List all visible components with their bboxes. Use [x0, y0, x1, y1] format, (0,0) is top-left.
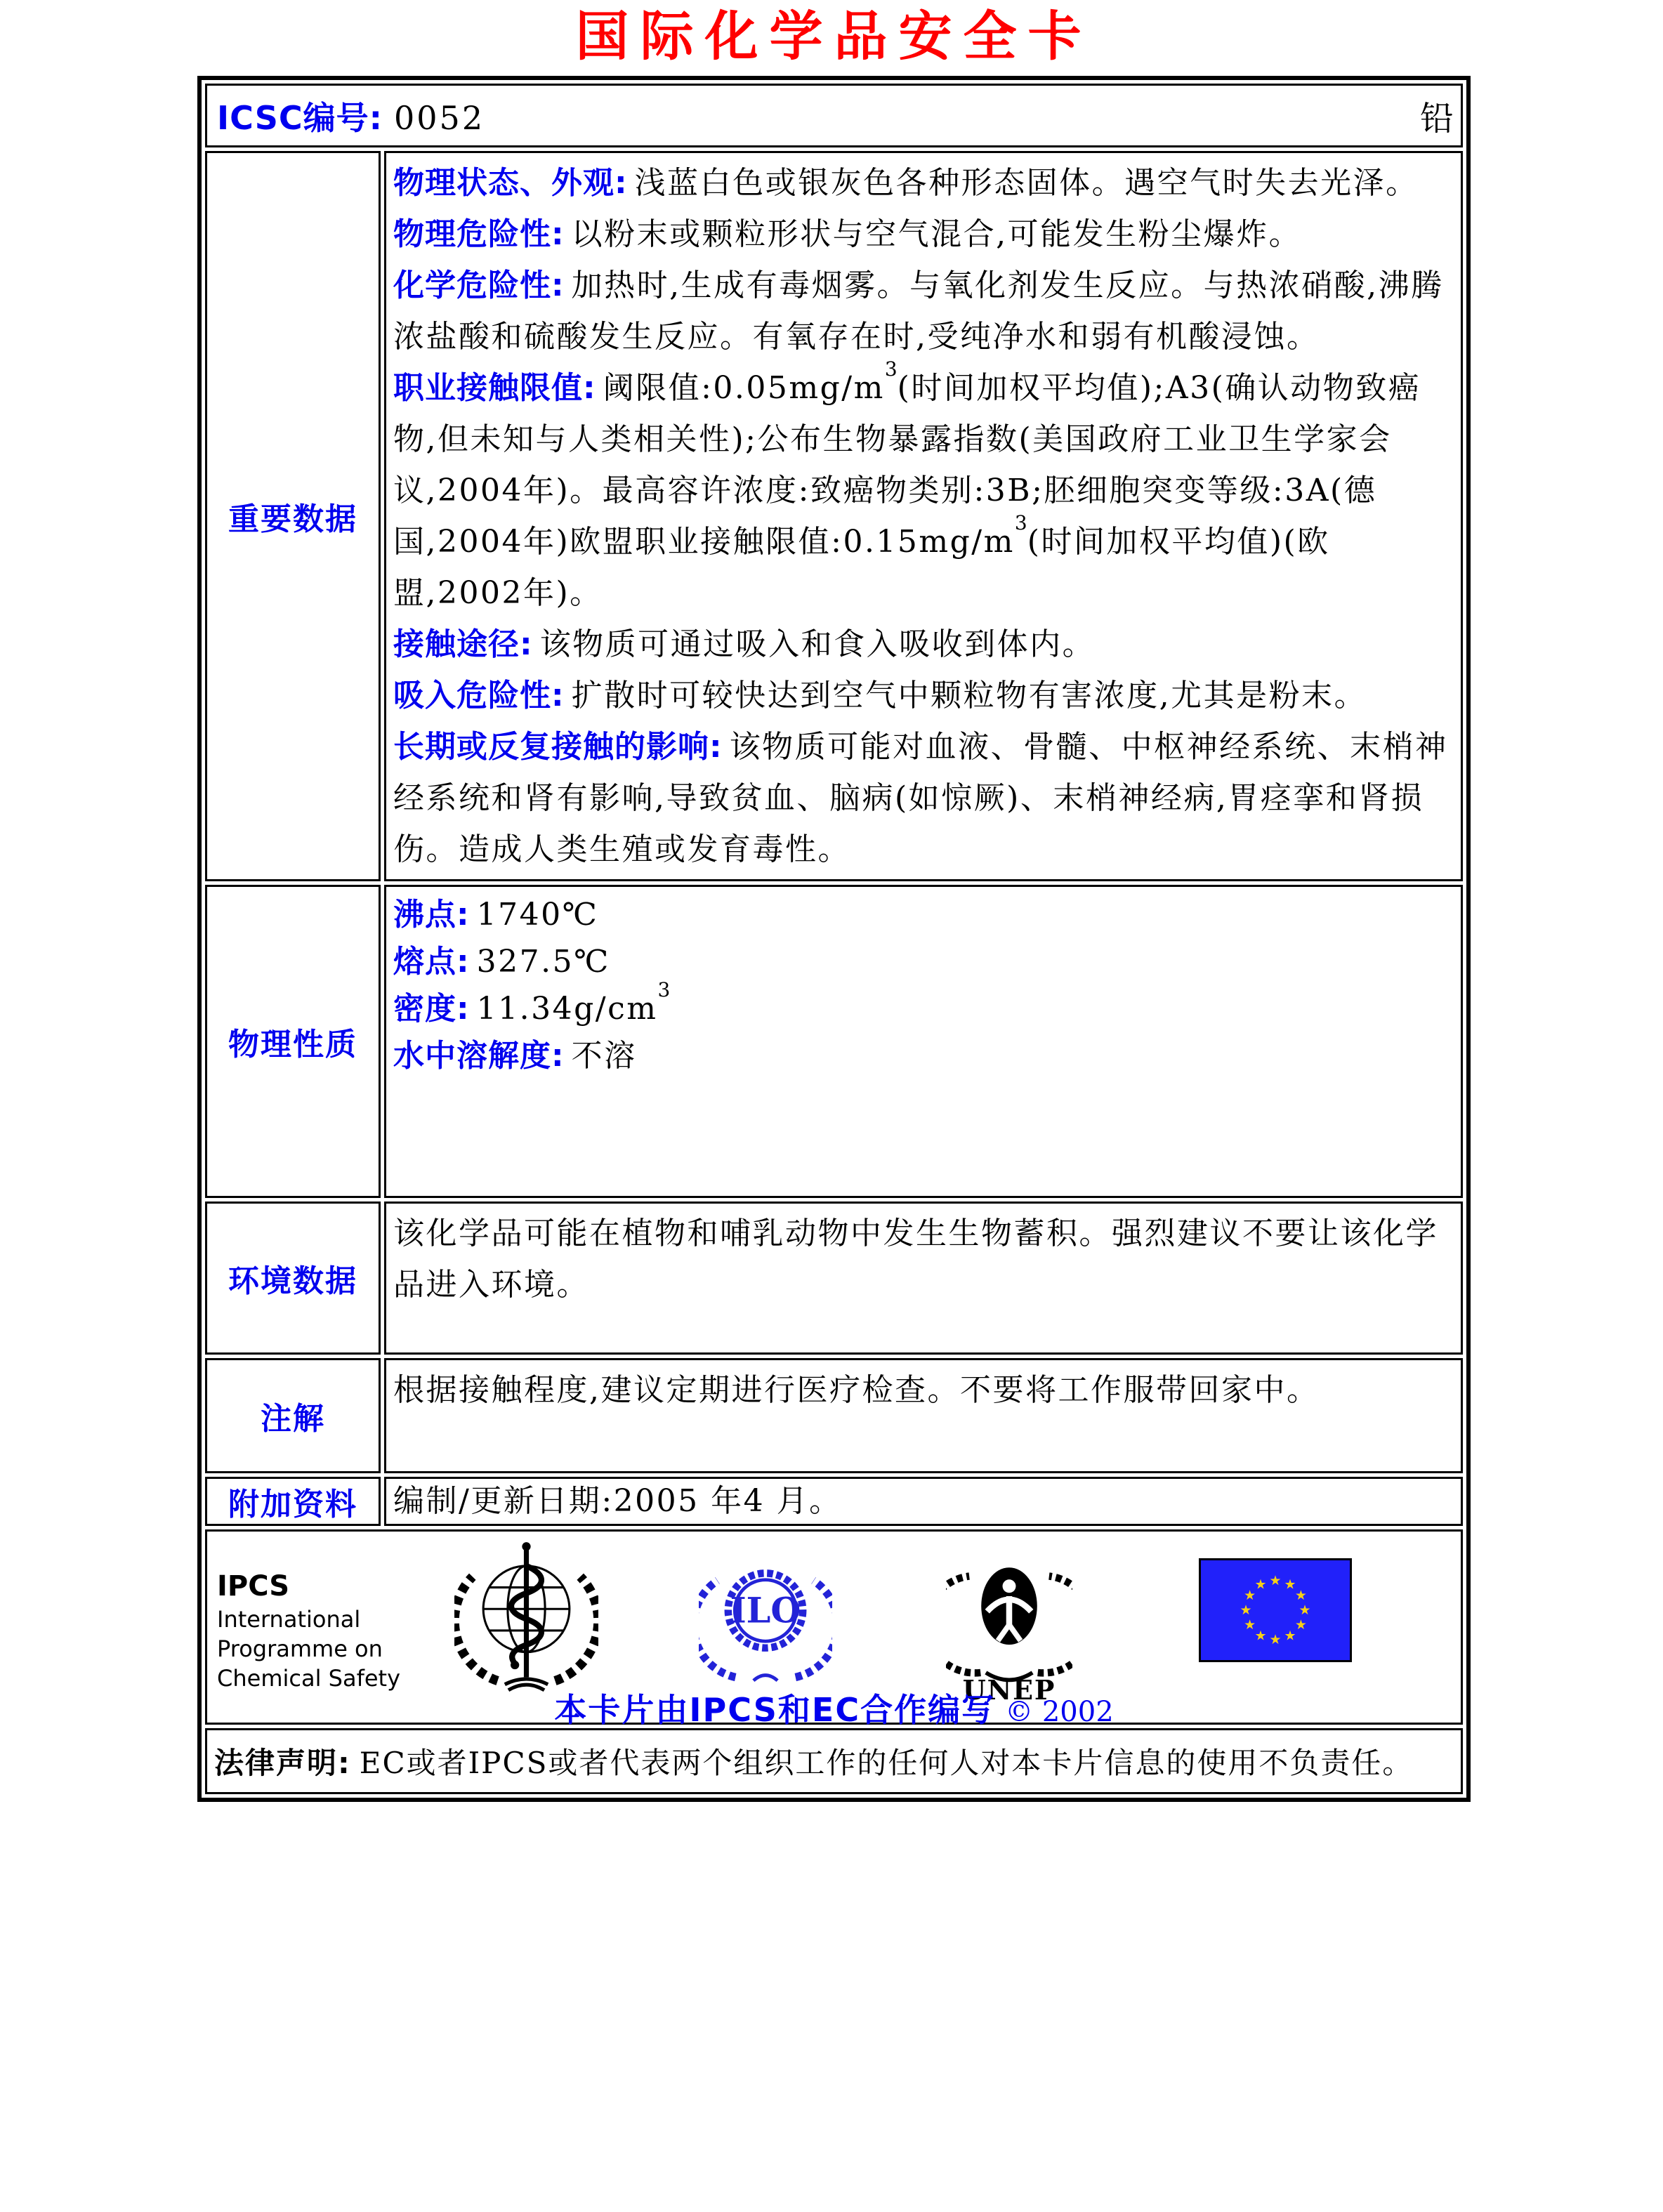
physical-properties-rowlabel-cell	[205, 885, 381, 1198]
logos-row	[205, 1529, 1463, 1725]
environmental-data-text: 该化学品可能在植物和哺乳动物中发生生物蓄积。强烈建议不要让该化学品进入环境。	[393, 1216, 1438, 1303]
icsc-header-row	[205, 84, 1463, 147]
important-data-content-cell	[384, 151, 1463, 881]
svg-text:★: ★	[1254, 1576, 1267, 1593]
logos-cell	[205, 1529, 1463, 1729]
svg-text:★: ★	[1284, 1628, 1296, 1644]
notes-content-cell	[384, 1358, 1463, 1473]
physical-state-label: 物理状态、外观:	[393, 165, 628, 201]
exposure-routes-text: 该物质可通过吸入和食入吸收到体内。	[539, 626, 1096, 662]
svg-text:★: ★	[1244, 1588, 1256, 1603]
legal-label: 法律声明:	[214, 1746, 351, 1780]
important-data-row-label: 重要数据	[228, 501, 357, 537]
environmental-data-content-cell	[384, 1202, 1463, 1355]
density-value: 11.34g/cm	[476, 991, 658, 1027]
long-term-effects-text: 该物质可能对血液、骨髓、中枢神经系统、末梢神经系统和肾有影响,导致贫血、脑病(如惊厥)、末梢神经病,胃痉挛和肾损伤。造成人类生殖或发育毒性。	[393, 729, 1448, 867]
svg-text:★: ★	[1244, 1617, 1256, 1633]
ipcs-line-3: Chemical Safety	[217, 1665, 400, 1692]
physical-properties-row-label: 物理性质	[228, 1027, 357, 1062]
additional-info-row-label: 附加资料	[228, 1487, 357, 1522]
legal-cell	[205, 1728, 1463, 1794]
notes-row	[205, 1358, 1463, 1473]
icsc-number-value: 0052	[394, 98, 485, 137]
melting-point-label: 熔点:	[393, 944, 470, 980]
water-solubility-value: 不溶	[571, 1038, 637, 1074]
page-title: 国际化学品安全卡	[575, 5, 1093, 67]
who-logo-icon	[454, 1537, 598, 1695]
boiling-point-label: 沸点:	[393, 897, 470, 933]
icsc-number-label: ICSC编号:	[217, 98, 383, 137]
oel-text-1: 阈限值:0.05mg/m	[603, 370, 885, 406]
ipcs-line-2: Programme on	[217, 1635, 383, 1662]
environmental-data-row-label: 环境数据	[228, 1263, 357, 1299]
credit-line	[207, 1685, 1461, 1731]
exposure-routes-label: 接触途径:	[393, 626, 533, 662]
chemical-hazard-label: 化学危险性:	[393, 268, 565, 303]
svg-text:★: ★	[1269, 1632, 1282, 1647]
ipcs-text-block	[217, 1568, 400, 1693]
icsc-card-table	[197, 76, 1471, 1802]
oel-text-2: (时间加权平均值);A3(确认动物致癌物,但未知与人类相关性);公布生物暴露指数(美国政府工业卫生学家会议,2004年)。最高容许浓度:致癌物类别:3B;胚细胞突变等级:3A(德国,2004年)欧盟职业接触限值:0.15mg/m	[393, 370, 1421, 560]
update-date-text: 编制/更新日期:2005 年4 月。	[393, 1483, 842, 1519]
oel-text-3: (时间加权平均值)(欧盟,2002年)。	[393, 524, 1330, 611]
svg-text:★: ★	[1269, 1573, 1282, 1588]
boiling-point-value: 1740℃	[476, 897, 599, 933]
occupational-exposure-limits-item	[393, 357, 1455, 619]
legal-text: EC或者IPCS或者代表两个组织工作的任何人对本卡片信息的使用不负责任。	[359, 1746, 1414, 1780]
long-term-effects-label: 长期或反复接触的影响:	[393, 729, 723, 765]
exposure-routes-item	[393, 619, 1455, 670]
svg-text:★: ★	[1240, 1602, 1252, 1618]
inhalation-risk-text: 扩散时可较快达到空气中颗粒物有害浓度,尤其是粉末。	[571, 678, 1367, 713]
chemical-name: 铅	[1419, 99, 1454, 138]
environmental-data-row	[205, 1202, 1463, 1355]
ipcs-title: IPCS	[217, 1570, 290, 1602]
icsc-number-group	[217, 93, 485, 139]
melting-point-value: 327.5℃	[476, 944, 610, 980]
water-solubility-label: 水中溶解度:	[393, 1038, 565, 1074]
svg-text:★: ★	[1299, 1602, 1311, 1618]
credit-year: © 2002	[1005, 1696, 1114, 1728]
additional-info-content-cell	[384, 1477, 1463, 1526]
important-data-row	[205, 151, 1463, 881]
density-superscript: 3	[657, 978, 671, 1002]
density-item	[393, 978, 1455, 1032]
inhalation-risk-label: 吸入危险性:	[393, 678, 565, 713]
unep-logo-icon	[946, 1539, 1072, 1704]
notes-rowlabel-cell	[205, 1358, 381, 1473]
additional-info-row	[205, 1477, 1463, 1526]
physical-properties-content-cell	[384, 885, 1463, 1198]
density-label: 密度:	[393, 991, 470, 1027]
chemical-hazard-text: 加热时,生成有毒烟雾。与氧化剂发生反应。与热浓硝酸,沸腾浓盐酸和硫酸发生反应。有氧存在时,受纯净水和弱有机酸浸蚀。	[393, 268, 1444, 355]
notes-text: 根据接触程度,建议定期进行医疗检查。不要将工作服带回家中。	[393, 1372, 1320, 1408]
ipcs-line-1: International	[217, 1606, 361, 1633]
icsc-header-cell	[205, 84, 1463, 147]
oel-superscript-1: 3	[884, 357, 898, 381]
physical-state-text: 浅蓝白色或银灰色各种形态固体。遇空气时失去光泽。	[634, 165, 1419, 201]
eu-flag-icon	[1199, 1558, 1352, 1662]
physical-hazard-item	[393, 209, 1455, 260]
unep-letters: UNEP	[962, 1673, 1056, 1704]
svg-text:★: ★	[1284, 1576, 1296, 1593]
ilo-logo-icon	[699, 1547, 832, 1687]
physical-properties-row	[205, 885, 1463, 1198]
physical-state-item	[393, 157, 1455, 209]
notes-row-label: 注解	[261, 1401, 325, 1437]
legal-row	[205, 1728, 1463, 1794]
chemical-hazard-item	[393, 260, 1455, 362]
melting-point-item	[393, 938, 1455, 985]
svg-text:★: ★	[1254, 1628, 1267, 1644]
environmental-data-rowlabel-cell	[205, 1202, 381, 1355]
oel-superscript-2: 3	[1014, 511, 1027, 535]
water-solubility-item	[393, 1032, 1455, 1079]
svg-text:★: ★	[1294, 1617, 1307, 1633]
oel-label: 职业接触限值:	[393, 370, 596, 406]
inhalation-risk-item	[393, 670, 1455, 721]
long-term-effects-item	[393, 721, 1455, 875]
important-data-rowlabel-cell	[205, 151, 381, 881]
boiling-point-item	[393, 891, 1455, 938]
ilo-letters: ILO	[730, 1590, 801, 1631]
physical-hazard-label: 物理危险性:	[393, 216, 565, 252]
additional-info-rowlabel-cell	[205, 1477, 381, 1526]
svg-text:★: ★	[1294, 1588, 1307, 1603]
credit-text: 本卡片由IPCS和EC合作编写	[554, 1691, 996, 1729]
physical-hazard-text: 以粉末或颗粒形状与空气混合,可能发生粉尘爆炸。	[571, 216, 1302, 252]
